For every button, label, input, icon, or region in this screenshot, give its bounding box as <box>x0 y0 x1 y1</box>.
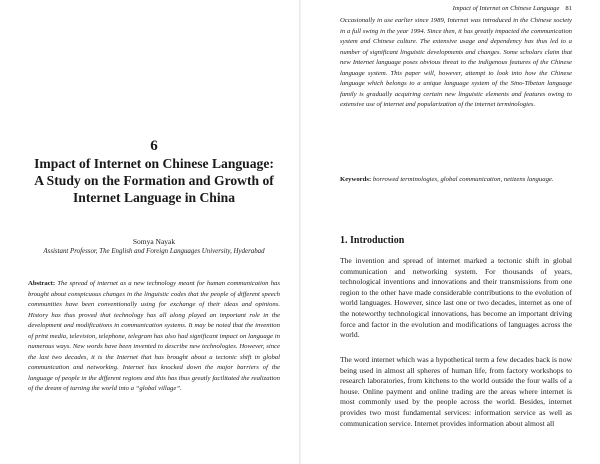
author-affiliation: Assistant Professor, The English and Foreign Languages University, Hyderabad <box>43 248 265 255</box>
right-page <box>340 0 572 464</box>
page-number: 81 <box>565 5 572 12</box>
chapter-number: 6 <box>150 138 158 154</box>
running-head <box>340 5 572 12</box>
page-gutter <box>299 0 301 464</box>
abstract-text: The spread of internet as a new technology meant for human communication has brought about conspicuous changes in the linguistic codes that the people of different speech communities have been conventionally using for exchange of their ideas and opinions. History has thus proved that technology has all along played an important role in the development and modifications in communication systems. It may be noted that the invention of print media, television, telephone, telegram has also had significant impact on language in numerous ways. New words have been invented to describe new technologies. However, since the last two decades, it is the Internet that has brought about a tectonic shift in global communication and networking. Internet has knocked down the major barriers of the language of people in the different regions and this has thus greatly facilitated the realization of the dream of turning the world into a “global village”. <box>28 280 281 392</box>
abstract-continued: Occasionally in use earlier since 1989, Internet was introduced in the Chinese society in a full swing in the year 1994. Since then, it has greatly impacted the communication system and Chinese culture. The extensive usage and dependency has thus led to a number of significant linguistic developments and changes. Some scholars claim that new Internet language poses obvious threat to the indigenous features of the Chinese language system. This paper will, however, attempt to look into how the Chinese language which belongs to a unique language system of the Sino-Tibetan language family is gradually acquiring certain new linguistic elements and features owing to extensive use of internet and popularization of the internet terminologies. <box>340 17 572 108</box>
keywords-text: borrowed terminologies, global communication, netizens language. <box>372 176 554 183</box>
author-name: Somya Nayak <box>132 237 176 246</box>
body-paragraph: The word internet which was a hypothetical term a few decades back is now being used in almost all spheres of human life, from factory workshops to research laboratories, from kitchens to the world outside the four walls of a house. Online payment and online trading are the areas where internet is most commonly used by the people across the world. Besides, internet provides two most fundamental services: information service as well as communication service. Internet provides information about almost all <box>340 355 572 428</box>
keywords-label: Keywords: <box>340 176 372 183</box>
abstract-label: Abstract: <box>28 280 56 287</box>
keywords <box>340 175 572 186</box>
running-head-title: Impact of Internet on Chinese Language <box>452 5 560 12</box>
section-heading: 1. Introduction <box>340 235 405 246</box>
chapter-title: Impact of Internet on Chinese Language: A Study on the Formation and Growth of Internet Language in China <box>34 156 274 205</box>
left-page <box>28 0 280 464</box>
body-paragraph: The invention and spread of internet marked a tectonic shift in global communication and networking system. For thousands of years, technological inventions and innovations and their transmissions from one region to the other have made considerable contributions to the evolution of world languages. However, since last one or two decades, internet as one of the noteworthy technological innovations, has become an important driving force and factor in the evolution and modifications of languages across the world. <box>340 256 572 340</box>
abstract <box>28 279 280 395</box>
